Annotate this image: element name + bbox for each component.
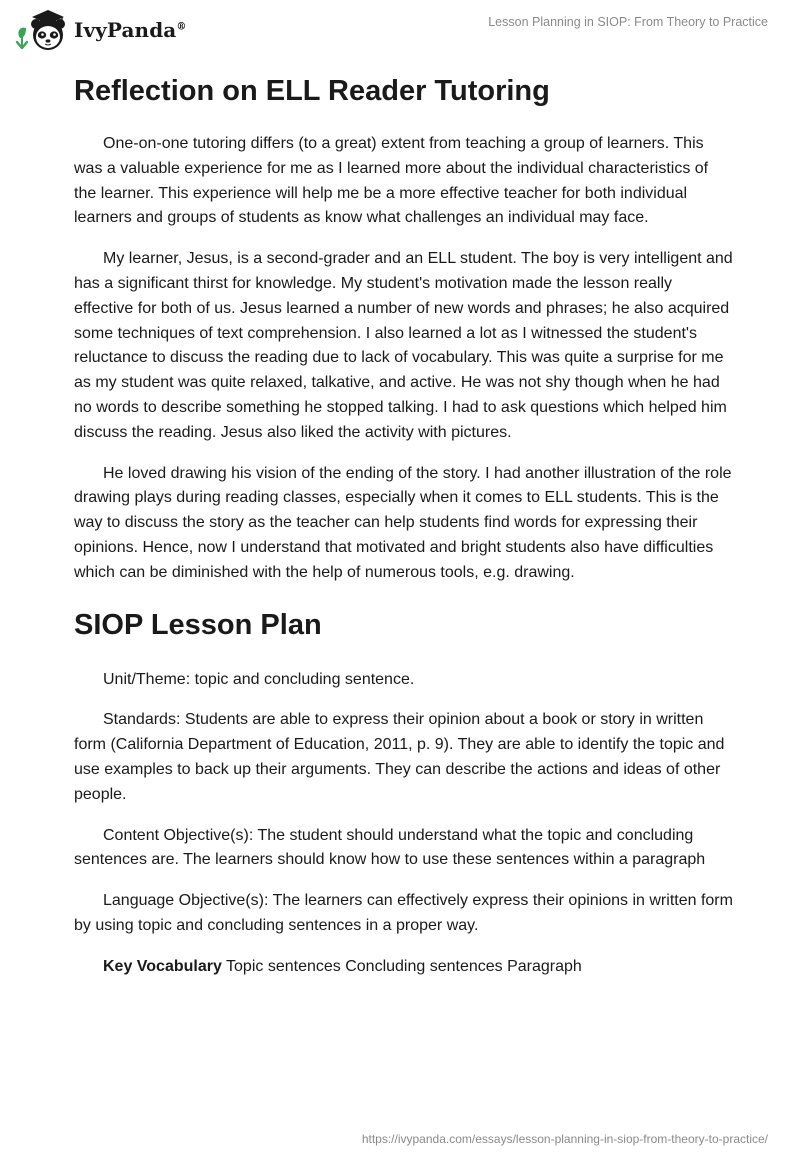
document-title: Lesson Planning in SIOP: From Theory to Practice xyxy=(488,15,768,29)
panda-graduate-icon xyxy=(14,8,72,52)
paragraph-unit-theme: Unit/Theme: topic and concluding sentence. xyxy=(103,670,415,688)
paragraph-key-vocabulary xyxy=(74,955,734,980)
page-header xyxy=(0,0,800,64)
paragraph-language-objectives: Language Objective(s): The learners can effectively express their opinions in written form by using topic and concluding sentences in a proper way. xyxy=(74,892,733,934)
paragraph-standards: Standards: Students are able to express their opinion about a book or story in written form (California Department of Education, 2011, p. 9). They are able to identify the topic and use examples to back up their arguments. They can describe the actions and ideas of other people. xyxy=(74,711,725,803)
logo-wordmark: IvyPanda® xyxy=(74,18,187,42)
paragraph-content-objectives: Content Objective(s): The student should understand what the topic and concluding sentences are. The learners should know how to use these sentences within a paragraph xyxy=(74,826,706,869)
paragraph: My learner, Jesus, is a second-grader and an ELL student. The boy is very intelligent and has a significant thirst for knowledge. My student's motivation made the lesson really effective for both of us. Jesus learned a number of new words and phrases; he also acquired some techniques of text comprehension. I also learned a lot as I witnessed the student's reluctance to discuss the reading due to lack of vocabulary. This was quite a surprise for me as my student was quite relaxed, talkative, and active. He was not shy though when he had no words to describe something he stopped talking. I had to ask questions which helped him discuss the reading. Jesus also liked the activity with pictures. xyxy=(74,250,733,441)
key-vocabulary-label: Key Vocabulary xyxy=(103,957,222,975)
section-heading-siop-lesson-plan: SIOP Lesson Plan xyxy=(74,608,322,641)
paragraph: He loved drawing his vision of the ending of the story. I had another illustration of the role drawing plays during reading classes, especially when it comes to ELL students. This is the way to discuss the story as the teacher can help students find words for expressing their opinions. Hence, now I understand that motivated and bright students also have difficulties which can be diminished with the help of numerous tools, e.g. drawing. xyxy=(74,464,732,581)
key-vocabulary-text: Topic sentences Concluding sentences Paragraph xyxy=(221,957,582,975)
ivypanda-logo[interactable] xyxy=(14,8,186,52)
paragraph: One-on-one tutoring differs (to a great) extent from teaching a group of learners. This was a valuable experience for me as I learned more about the individual characteristics of the learner. This experience will help me be a more effective teacher for both individual learners and groups of students as know what challenges an individual may face. xyxy=(74,135,709,227)
source-url[interactable]: https://ivypanda.com/essays/lesson-planning-in-siop-from-theory-to-practice/ xyxy=(361,1132,768,1146)
section-heading-reflection: Reflection on ELL Reader Tutoring xyxy=(74,75,550,107)
essay-content xyxy=(74,70,734,996)
registered-mark: ® xyxy=(176,21,187,33)
